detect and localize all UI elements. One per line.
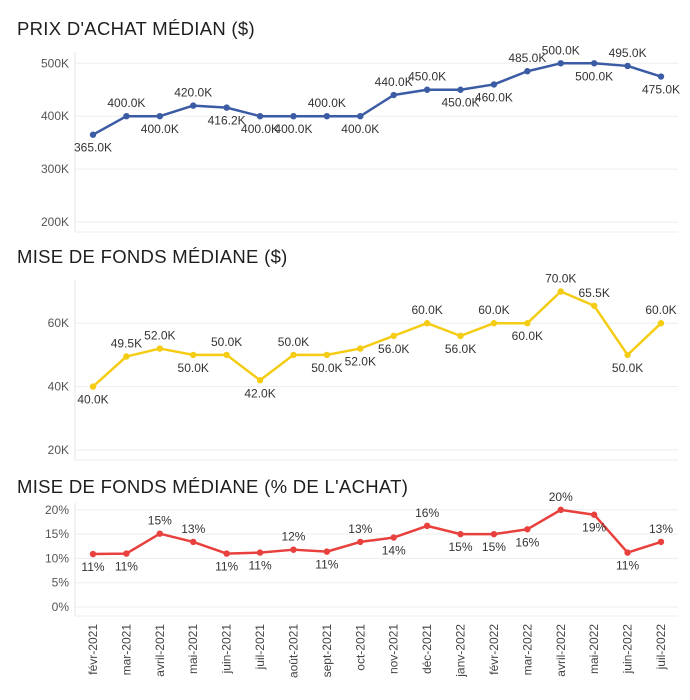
data-point	[658, 320, 664, 326]
data-label: 19%	[582, 520, 607, 535]
data-point	[123, 113, 129, 119]
y-tick-label: 20%	[44, 502, 69, 517]
data-point	[257, 549, 263, 555]
data-label: 11%	[248, 558, 272, 573]
data-point	[424, 87, 430, 93]
data-point	[223, 550, 229, 556]
chart-title-purchase-price: PRIX D'ACHAT MÉDIAN ($)	[17, 18, 255, 39]
data-point	[457, 87, 463, 93]
data-label: 495.0K	[608, 45, 647, 60]
series-line-3	[93, 510, 661, 554]
x-tick-label: mai-2022	[587, 624, 602, 675]
data-point	[190, 102, 196, 108]
data-point	[357, 113, 363, 119]
data-label: 50.0K	[611, 360, 644, 375]
x-tick-label: juin-2022	[620, 624, 635, 674]
data-point	[90, 551, 96, 557]
data-label: 15%	[448, 540, 473, 555]
data-label: 65.5K	[578, 285, 610, 300]
data-point	[223, 104, 229, 110]
chart-title-down-payment: MISE DE FONDS MÉDIANE ($)	[17, 246, 288, 267]
y-tick-label: 40K	[47, 379, 69, 394]
data-point	[524, 320, 530, 326]
data-label: 52.0K	[344, 354, 376, 369]
x-tick-label: févr-2022	[486, 624, 501, 675]
data-point	[558, 507, 564, 513]
x-tick-label: oct-2021	[353, 624, 368, 671]
data-label: 500.0K	[575, 69, 614, 84]
data-point	[424, 320, 430, 326]
data-label: 60.0K	[411, 303, 443, 318]
data-point	[324, 352, 330, 358]
x-tick-label: mai-2021	[186, 624, 201, 675]
y-tick-label: 300K	[40, 162, 69, 177]
y-tick-label: 15%	[44, 527, 69, 542]
x-tick-label: juil-2022	[654, 624, 668, 670]
chart-title-down-payment-pct: MISE DE FONDS MÉDIANE (% DE L'ACHAT)	[17, 476, 409, 497]
data-label: 60.0K	[511, 329, 544, 344]
x-tick-label: juin-2021	[219, 624, 234, 674]
data-label: 16%	[515, 535, 540, 550]
data-label: 13%	[648, 521, 674, 536]
x-tick-label: févr-2021	[86, 624, 100, 675]
x-tick-label: avril-2021	[152, 624, 167, 677]
data-point	[591, 303, 597, 309]
data-label: 450.0K	[408, 69, 447, 84]
data-label: 50.0K	[277, 334, 310, 349]
y-tick-label: 5%	[51, 575, 69, 590]
data-point	[391, 333, 397, 339]
data-point	[591, 512, 597, 518]
data-point	[391, 534, 397, 540]
y-tick-label: 500K	[40, 56, 69, 71]
data-label: 11%	[81, 560, 105, 575]
data-point	[190, 352, 196, 358]
data-label: 16%	[415, 505, 440, 520]
data-label: 400.0K	[341, 122, 380, 137]
data-point	[123, 353, 129, 359]
data-label: 475.0K	[641, 82, 681, 97]
data-point	[157, 530, 163, 536]
data-label: 11%	[215, 559, 239, 574]
data-label: 11%	[114, 559, 138, 574]
data-label: 485.0K	[508, 51, 547, 66]
data-point	[123, 550, 129, 556]
data-point	[491, 81, 497, 87]
data-point	[491, 320, 497, 326]
data-label: 60.0K	[478, 303, 510, 318]
data-label: 40.0K	[77, 392, 109, 407]
data-label: 49.5K	[110, 336, 143, 351]
data-label: 400.0K	[307, 96, 346, 111]
x-tick-label: sept-2021	[319, 624, 334, 678]
y-tick-label: 200K	[40, 215, 69, 229]
data-label: 400.0K	[140, 122, 179, 137]
x-tick-label: mar-2021	[119, 624, 134, 676]
data-point	[157, 345, 163, 351]
data-point	[658, 73, 664, 79]
data-label: 450.0K	[441, 95, 480, 110]
data-label: 365.0K	[73, 140, 113, 155]
y-tick-label: 60K	[47, 316, 69, 331]
data-point	[658, 539, 664, 545]
data-point	[624, 352, 630, 358]
data-point	[524, 526, 530, 532]
data-label: 50.0K	[210, 334, 243, 349]
data-point	[90, 383, 96, 389]
data-point	[223, 352, 229, 358]
data-label: 60.0K	[645, 303, 677, 318]
data-label: 13%	[348, 521, 373, 536]
data-label: 70.0K	[545, 271, 577, 286]
data-point	[624, 63, 630, 69]
data-point	[257, 377, 263, 383]
data-label: 15%	[147, 513, 172, 528]
x-tick-label: avril-2022	[553, 624, 568, 677]
data-label: 400.0K	[107, 96, 146, 111]
x-tick-label: déc-2021	[420, 624, 435, 675]
data-point	[558, 60, 564, 66]
data-label: 500.0K	[541, 43, 580, 58]
x-tick-label: nov-2021	[386, 624, 401, 675]
x-tick-label: mar-2022	[520, 624, 535, 676]
data-point	[324, 113, 330, 119]
data-label: 420.0K	[174, 85, 213, 100]
x-tick-label: janv-2022	[453, 624, 468, 677]
data-point	[524, 68, 530, 74]
x-tick-label: juil-2021	[253, 624, 268, 670]
data-label: 50.0K	[177, 360, 209, 375]
data-point	[157, 113, 163, 119]
data-point	[591, 60, 597, 66]
data-label: 20%	[548, 489, 573, 504]
data-label: 56.0K	[378, 341, 410, 356]
data-point	[391, 92, 397, 98]
data-point	[290, 546, 296, 552]
data-point	[558, 288, 564, 294]
data-label: 400.0K	[274, 122, 313, 137]
data-point	[257, 113, 263, 119]
data-point	[457, 531, 463, 537]
data-label: 11%	[315, 557, 339, 572]
data-label: 13%	[181, 521, 206, 536]
data-label: 56.0K	[444, 341, 477, 356]
data-point	[357, 345, 363, 351]
data-point	[491, 531, 497, 537]
data-label: 42.0K	[244, 386, 276, 401]
data-label: 52.0K	[144, 328, 176, 343]
y-tick-label: 20K	[47, 443, 69, 457]
data-point	[424, 523, 430, 529]
y-tick-label: 400K	[40, 109, 69, 124]
data-label: 416.2K	[207, 113, 246, 128]
data-label: 15%	[481, 540, 506, 555]
data-point	[90, 132, 96, 138]
data-point	[290, 113, 296, 119]
data-label: 50.0K	[311, 360, 343, 375]
data-label: 14%	[381, 543, 406, 558]
data-point	[290, 352, 296, 358]
data-point	[324, 548, 330, 554]
data-point	[624, 549, 630, 555]
data-point	[457, 333, 463, 339]
data-label: 460.0K	[474, 90, 513, 105]
x-tick-label: août-2021	[286, 624, 301, 679]
data-point	[190, 539, 196, 545]
data-label: 12%	[281, 529, 306, 544]
data-label: 400.0K	[241, 122, 280, 137]
data-point	[357, 539, 363, 545]
y-tick-label: 10%	[44, 551, 69, 566]
data-label: 11%	[616, 558, 640, 573]
data-label: 440.0K	[374, 75, 413, 90]
y-tick-label: 0%	[51, 600, 69, 614]
